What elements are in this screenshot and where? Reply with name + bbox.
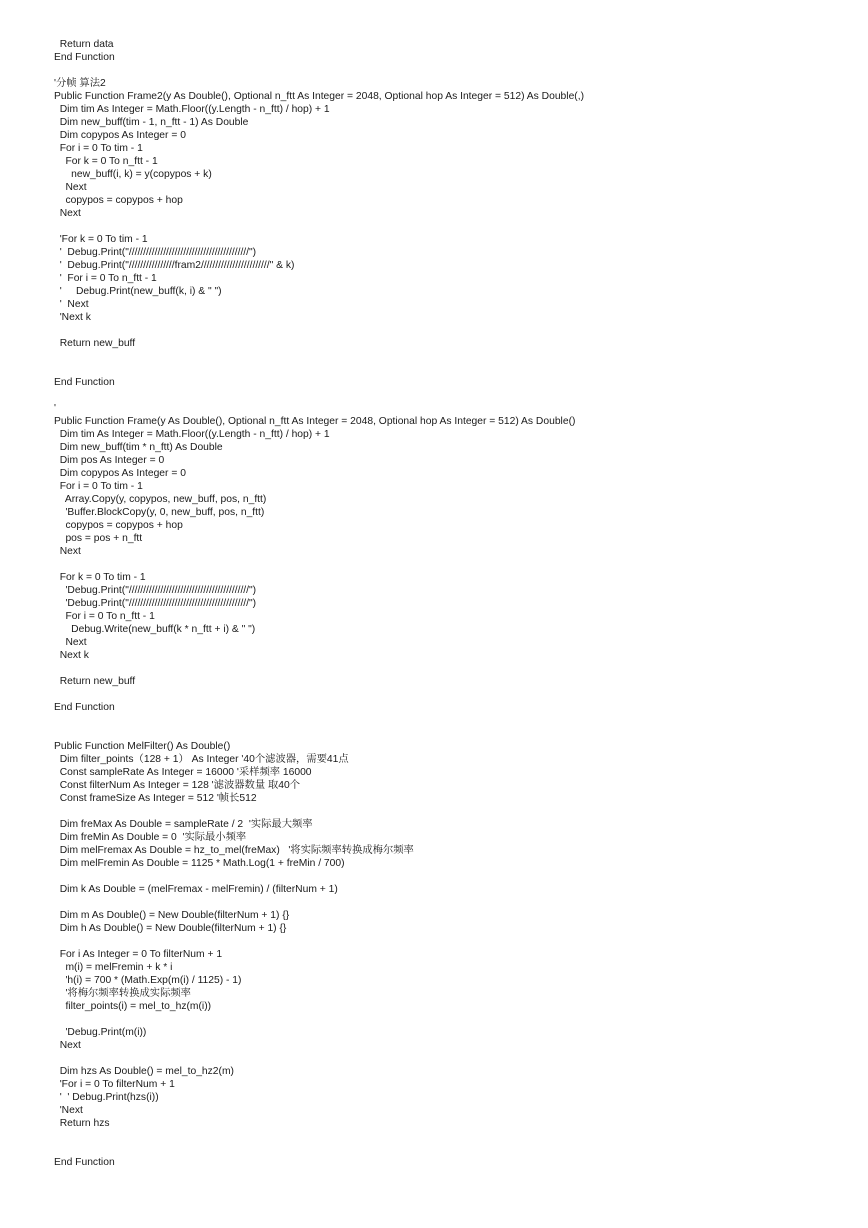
code-line: 'Next — [54, 1105, 83, 1116]
code-line — [54, 805, 844, 818]
code-line: Return new_buff — [54, 338, 136, 349]
code-line: For i = 0 To n_ftt - 1 — [54, 611, 155, 622]
code-line: Next — [54, 208, 81, 219]
code-line: Return data — [54, 39, 114, 50]
code-line — [54, 662, 844, 675]
code-line — [54, 896, 844, 909]
code-listing — [54, 38, 844, 1169]
code-line: 'Debug.Print("//////////////////////////////////////////") — [54, 585, 257, 596]
code-line: Next — [54, 182, 87, 193]
code-line: 'For i = 0 To filterNum + 1 — [54, 1079, 175, 1090]
code-line: End Function — [54, 702, 115, 713]
code-line: Dim tim As Integer = Math.Floor((y.Length - n_ftt) / hop) + 1 — [54, 104, 330, 115]
code-line — [54, 1013, 844, 1026]
code-line: For k = 0 To n_ftt - 1 — [54, 156, 158, 167]
code-line: ' Debug.Print(new_buff(k, i) & " ") — [54, 286, 222, 297]
code-line: For i = 0 To tim - 1 — [54, 143, 143, 154]
code-line: '分帧 算法2 — [54, 78, 106, 89]
code-line: Const frameSize As Integer = 512 '帧长512 — [54, 793, 257, 804]
code-line — [54, 727, 844, 740]
code-line — [54, 935, 844, 948]
code-line: For i As Integer = 0 To filterNum + 1 — [54, 949, 223, 960]
code-line: Dim freMax As Double = sampleRate / 2 '实际最大频率 — [54, 819, 313, 830]
code-line: End Function — [54, 1157, 115, 1168]
code-line — [54, 714, 844, 727]
code-line: Dim filter_points（128 + 1） As Integer '40个滤波器，需要41点 — [54, 754, 349, 765]
code-line: Dim pos As Integer = 0 — [54, 455, 165, 466]
code-line: ' Next — [54, 299, 89, 310]
code-line: Dim hzs As Double() = mel_to_hz2(m) — [54, 1066, 234, 1077]
code-line: Dim tim As Integer = Math.Floor((y.Length - n_ftt) / hop) + 1 — [54, 429, 330, 440]
code-line: 'Debug.Print("//////////////////////////////////////////") — [54, 598, 257, 609]
code-line — [54, 389, 844, 402]
code-line: copypos = copypos + hop — [54, 520, 183, 531]
code-line: '将梅尔频率转换成实际频率 — [54, 988, 191, 999]
code-line: End Function — [54, 377, 115, 388]
code-line: copypos = copypos + hop — [54, 195, 183, 206]
code-line: Dim freMin As Double = 0 '实际最小频率 — [54, 832, 247, 843]
code-line: ' ' Debug.Print(hzs(i)) — [54, 1092, 159, 1103]
code-line: Public Function MelFilter() As Double() — [54, 741, 231, 752]
code-line: Dim m As Double() = New Double(filterNum + 1) {} — [54, 910, 290, 921]
code-line — [54, 1143, 844, 1156]
code-line: filter_points(i) = mel_to_hz(m(i)) — [54, 1001, 212, 1012]
code-line: ' Debug.Print("////////////////fram2////////////////////////" & k) — [54, 260, 295, 271]
code-line: Debug.Write(new_buff(k * n_ftt + i) & " ") — [54, 624, 256, 635]
code-line: For i = 0 To tim - 1 — [54, 481, 143, 492]
code-line — [54, 558, 844, 571]
code-line: Return hzs — [54, 1118, 110, 1129]
code-line — [54, 870, 844, 883]
code-line — [54, 688, 844, 701]
code-line — [54, 64, 844, 77]
code-line: 'Buffer.BlockCopy(y, 0, new_buff, pos, n_ftt) — [54, 507, 265, 518]
code-line — [54, 1130, 844, 1143]
code-line: Dim new_buff(tim - 1, n_ftt - 1) As Double — [54, 117, 249, 128]
code-line: Next k — [54, 650, 89, 661]
code-line: 'Debug.Print(m(i)) — [54, 1027, 147, 1038]
code-line — [54, 350, 844, 363]
code-line: Next — [54, 546, 81, 557]
code-line: Public Function Frame(y As Double(), Optional n_ftt As Integer = 2048, Optional hop As Integer = 512) As Double() — [54, 416, 576, 427]
code-line: ' For i = 0 To n_ftt - 1 — [54, 273, 157, 284]
code-line — [54, 363, 844, 376]
code-line: Const sampleRate As Integer = 16000 '采样频率 16000 — [54, 767, 312, 778]
code-line: Dim k As Double = (melFremax - melFremin) / (filterNum + 1) — [54, 884, 338, 895]
code-line — [54, 1052, 844, 1065]
code-line: Dim copypos As Integer = 0 — [54, 468, 186, 479]
code-line — [54, 324, 844, 337]
code-line — [54, 220, 844, 233]
code-line: Next — [54, 637, 87, 648]
code-line: For k = 0 To tim - 1 — [54, 572, 146, 583]
code-line: 'h(i) = 700 * (Math.Exp(m(i) / 1125) - 1) — [54, 975, 242, 986]
code-line: ' — [54, 403, 56, 414]
code-line: Public Function Frame2(y As Double(), Optional n_ftt As Integer = 2048, Optional hop As Integer = 512) As Double(,) — [54, 91, 585, 102]
code-line: 'For k = 0 To tim - 1 — [54, 234, 148, 245]
code-line: 'Next k — [54, 312, 91, 323]
code-line: Dim melFremax As Double = hz_to_mel(freMax) '将实际频率转换成梅尔频率 — [54, 845, 414, 856]
code-line: new_buff(i, k) = y(copypos + k) — [54, 169, 212, 180]
code-line: Dim new_buff(tim * n_ftt) As Double — [54, 442, 223, 453]
code-line: Return new_buff — [54, 676, 136, 687]
code-line: Const filterNum As Integer = 128 '滤波器数量 取40个 — [54, 780, 301, 791]
code-line: Dim melFremin As Double = 1125 * Math.Log(1 + freMin / 700) — [54, 858, 345, 869]
code-line: Array.Copy(y, copypos, new_buff, pos, n_ftt) — [54, 494, 267, 505]
code-line: pos = pos + n_ftt — [54, 533, 143, 544]
code-line: Next — [54, 1040, 81, 1051]
code-line: End Function — [54, 52, 115, 63]
code-line: m(i) = melFremin + k * i — [54, 962, 173, 973]
code-line: Dim copypos As Integer = 0 — [54, 130, 186, 141]
code-line: Dim h As Double() = New Double(filterNum + 1) {} — [54, 923, 287, 934]
code-line: ' Debug.Print("//////////////////////////////////////////") — [54, 247, 257, 258]
